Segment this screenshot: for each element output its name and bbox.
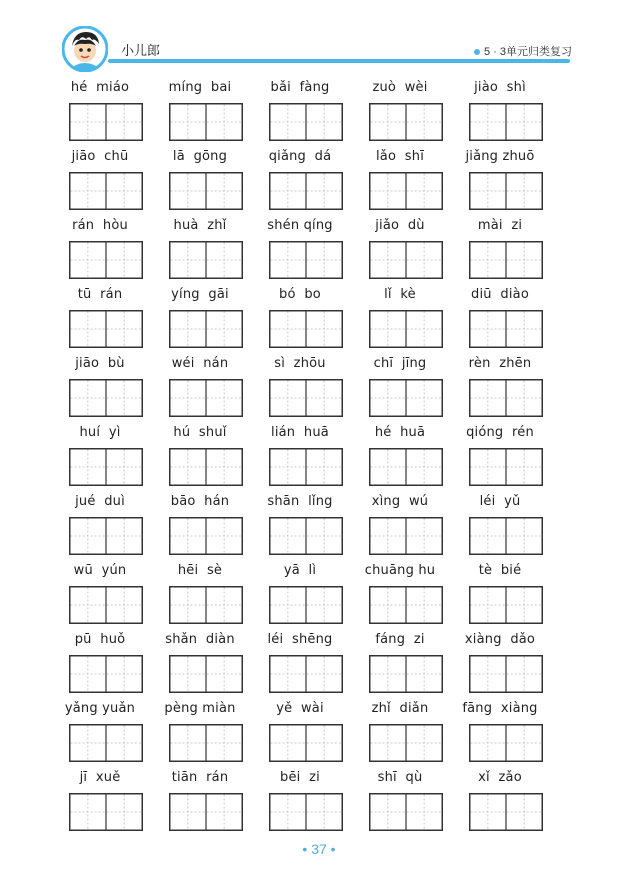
writing-boxes[interactable] <box>169 448 243 486</box>
writing-boxes[interactable] <box>369 586 443 624</box>
pinyin-label: zuò wèi <box>372 80 428 95</box>
writing-boxes[interactable] <box>269 448 343 486</box>
writing-boxes[interactable] <box>469 103 543 141</box>
writing-boxes[interactable] <box>269 103 343 141</box>
pinyin-label: sì zhōu <box>274 356 326 371</box>
pinyin-label: lā gōng <box>172 149 228 164</box>
pinyin-label: wéi nán <box>171 356 229 371</box>
writing-boxes[interactable] <box>269 241 343 279</box>
writing-boxes[interactable] <box>369 655 443 693</box>
writing-boxes[interactable] <box>369 724 443 762</box>
pinyin-label: huà zhǐ <box>173 218 227 233</box>
writing-boxes[interactable] <box>69 793 143 831</box>
writing-boxes[interactable] <box>169 586 243 624</box>
pinyin-label: léi shēng <box>267 632 333 647</box>
pinyin-label: jī xuě <box>79 770 121 785</box>
writing-boxes[interactable] <box>169 655 243 693</box>
pinyin-label: jué duì <box>75 494 125 509</box>
writing-boxes[interactable] <box>169 724 243 762</box>
writing-boxes[interactable] <box>169 793 243 831</box>
pinyin-label: tū rán <box>77 287 123 302</box>
writing-boxes[interactable] <box>269 655 343 693</box>
writing-boxes[interactable] <box>169 379 243 417</box>
writing-boxes[interactable] <box>69 379 143 417</box>
writing-boxes[interactable] <box>69 241 143 279</box>
pinyin-label: tè bié <box>478 563 522 578</box>
pinyin-label: qióng rén <box>466 425 534 440</box>
pinyin-label: chuāng hu <box>364 563 436 578</box>
pinyin-label: lǐ kè <box>384 287 416 302</box>
pinyin-label: bǎi fàng <box>270 80 330 95</box>
writing-boxes[interactable] <box>169 103 243 141</box>
pinyin-label: shān lǐng <box>267 494 333 509</box>
writing-boxes[interactable] <box>69 517 143 555</box>
pinyin-label: shī qù <box>377 770 423 785</box>
writing-boxes[interactable] <box>469 310 543 348</box>
writing-boxes[interactable] <box>269 724 343 762</box>
writing-boxes[interactable] <box>69 310 143 348</box>
writing-boxes[interactable] <box>69 586 143 624</box>
pinyin-label: míng bai <box>168 80 232 95</box>
page-number: • 37 • <box>302 841 336 857</box>
pinyin-label: yā lì <box>283 563 317 578</box>
writing-boxes[interactable] <box>69 724 143 762</box>
writing-boxes[interactable] <box>369 310 443 348</box>
pinyin-label: xǐ zǎo <box>478 770 522 785</box>
pinyin-label: bó bo <box>279 287 321 302</box>
writing-boxes[interactable] <box>369 379 443 417</box>
pinyin-label: lián huā <box>271 425 329 440</box>
pinyin-label: fáng zi <box>375 632 425 647</box>
pinyin-label: zhǐ diǎn <box>371 701 429 716</box>
pinyin-label: wū yún <box>73 563 127 578</box>
writing-boxes[interactable] <box>269 517 343 555</box>
pinyin-label: shǎn diàn <box>165 632 235 647</box>
unit-label: 5 · 3单元归类复习 <box>484 46 573 58</box>
pinyin-label: qiǎng dá <box>268 149 332 164</box>
pinyin-label: jiǎo dù <box>375 218 425 233</box>
writing-boxes[interactable] <box>369 172 443 210</box>
pinyin-label: yíng gāi <box>171 287 229 302</box>
pinyin-label: rèn zhēn <box>468 356 532 371</box>
pinyin-label: chī jīng <box>373 356 427 371</box>
writing-boxes[interactable] <box>469 517 543 555</box>
writing-boxes[interactable] <box>69 655 143 693</box>
pinyin-label: jiāo chū <box>71 149 129 164</box>
pinyin-label: jiǎng zhuō <box>465 149 535 164</box>
writing-boxes[interactable] <box>469 586 543 624</box>
pinyin-label: diū diào <box>471 287 529 302</box>
writing-boxes[interactable] <box>469 379 543 417</box>
writing-boxes[interactable] <box>169 310 243 348</box>
writing-boxes[interactable] <box>469 793 543 831</box>
writing-boxes[interactable] <box>469 655 543 693</box>
pinyin-label: xiàng dǎo <box>464 632 536 647</box>
writing-boxes[interactable] <box>69 448 143 486</box>
writing-boxes[interactable] <box>369 241 443 279</box>
writing-boxes[interactable] <box>169 517 243 555</box>
writing-boxes[interactable] <box>69 103 143 141</box>
pinyin-label: hēi sè <box>177 563 223 578</box>
writing-boxes[interactable] <box>369 448 443 486</box>
pinyin-label: shén qíng <box>267 218 333 233</box>
writing-boxes[interactable] <box>69 172 143 210</box>
pinyin-label: xìng wú <box>371 494 429 509</box>
writing-boxes[interactable] <box>469 172 543 210</box>
pinyin-label: bāo hán <box>170 494 230 509</box>
pinyin-label: rán hòu <box>72 218 128 233</box>
writing-boxes[interactable] <box>469 448 543 486</box>
pinyin-label: léi yǔ <box>479 494 521 509</box>
pinyin-label: jiāo bù <box>75 356 125 371</box>
pinyin-label: hé miáo <box>70 80 130 95</box>
brand-label: 小儿郎 <box>121 43 161 58</box>
writing-boxes[interactable] <box>369 103 443 141</box>
pinyin-label: mài zi <box>477 218 523 233</box>
writing-boxes[interactable] <box>269 586 343 624</box>
pinyin-label: hé huā <box>374 425 426 440</box>
writing-boxes[interactable] <box>469 241 543 279</box>
pinyin-label: hú shuǐ <box>173 425 227 440</box>
writing-boxes[interactable] <box>369 517 443 555</box>
writing-boxes[interactable] <box>369 793 443 831</box>
writing-boxes[interactable] <box>169 172 243 210</box>
writing-boxes[interactable] <box>469 724 543 762</box>
writing-boxes[interactable] <box>269 379 343 417</box>
pinyin-label: fāng xiàng <box>462 701 538 716</box>
pinyin-label: pū huǒ <box>74 632 126 647</box>
writing-boxes[interactable] <box>269 793 343 831</box>
pinyin-label: lǎo shī <box>375 149 425 164</box>
pinyin-label: bēi zi <box>280 770 320 785</box>
writing-boxes[interactable] <box>269 172 343 210</box>
pinyin-label: yǎng yuǎn <box>64 701 136 716</box>
writing-boxes[interactable] <box>169 241 243 279</box>
writing-boxes[interactable] <box>269 310 343 348</box>
pinyin-label: jiào shì <box>474 80 526 95</box>
pinyin-label: yě wài <box>276 701 324 716</box>
pinyin-label: tiān rán <box>171 770 229 785</box>
pinyin-label: pèng miàn <box>164 701 236 716</box>
pinyin-label: huí yì <box>79 425 121 440</box>
